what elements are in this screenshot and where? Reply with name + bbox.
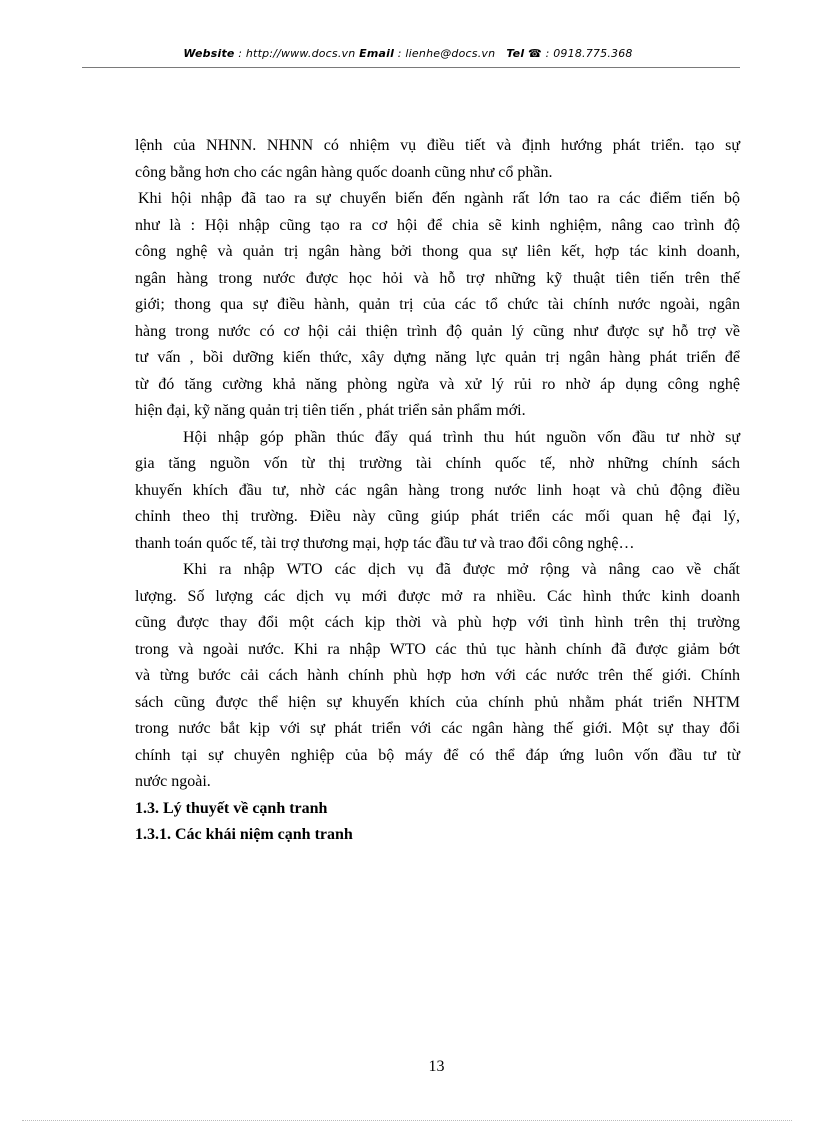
page-number: 13 — [428, 1058, 445, 1075]
text-line: nước ngoài. — [135, 773, 211, 790]
email-separator: : — [394, 47, 406, 60]
tel-label: Tel — [506, 47, 525, 60]
text-line: công bằng hơn cho các ngân hàng quốc doanh cũng như cổ phần. — [135, 163, 553, 181]
tel-number: 0918.775.368 — [553, 47, 633, 60]
tel-separator: : — [541, 47, 554, 60]
text-line: trong nước bắt kịp với sự phát triển với các ngân hàng thế giới. Một sự thay đổi — [135, 720, 740, 737]
text-line: thanh toán quốc tế, tài trợ thương mại, hợp tác đầu tư và trao đổi công nghệ… — [135, 534, 635, 552]
text-line: Khi hội nhập đã tao ra sự chuyển biến đến ngành rất lớn tao ra các điểm tiến bộ — [138, 190, 740, 207]
telephone-icon: ☎ — [528, 47, 542, 60]
text-line: Khi ra nhập WTO các dịch vụ đã được mở rộng và nâng cao về chất — [183, 561, 740, 578]
text-line: và từng bước cải cách hành chính phù hợp hơn với các nước trên thế giới. Chính — [135, 667, 740, 684]
section-heading: 1.3. Lý thuyết về cạnh tranh — [135, 799, 328, 817]
page-header — [0, 47, 816, 60]
text-line: Hội nhập góp phần thúc đẩy quá trình thu hút nguồn vốn đầu tư nhờ sự — [183, 428, 740, 446]
text-line: lệnh của NHNN. NHNN có nhiệm vụ điều tiết và định hướng phát triển. tạo sự — [135, 137, 740, 154]
text-line: ngân hàng trong nước được học hỏi và hỗ trợ những kỹ thuật tiên tiến trên thế — [135, 269, 740, 287]
website-separator: : — [234, 47, 246, 60]
website-url: http://www.docs.vn — [245, 47, 356, 60]
text-line: như là : Hội nhập cũng tạo ra cơ hội để chia sẽ kinh nghiệm, nâng cao trình độ — [135, 216, 740, 234]
text-line: công nghệ và quản trị ngân hàng bởi thong qua sự liên kết, hợp tác kinh doanh, — [135, 243, 740, 260]
text-line: lượng. Số lượng các dịch vụ mới được mở ra nhiều. Các hình thức kinh doanh — [135, 587, 740, 605]
document-body — [135, 133, 740, 849]
text-line: tư vấn , bồi dưỡng kiến thức, xây dựng năng lực quản trị ngân hàng phát triển để — [135, 349, 740, 366]
email-label: Email — [359, 47, 395, 60]
text-line: chính tại sự chuyên nghiệp của bộ máy để có thể đáp ứng luôn vốn đầu tư từ — [135, 746, 740, 764]
text-line: gia tăng nguồn vốn từ thị trường tài chính quốc tế, nhờ những chính sách — [135, 455, 740, 472]
text-line: khuyến khích đầu tư, nhờ các ngân hàng trong nước linh hoạt và chủ động điều — [135, 481, 740, 499]
text-line: cũng được thay đổi một cách kịp thời và phù hợp với tình hình trên thị trường — [135, 614, 740, 631]
text-line: từ đó tăng cường khả năng phòng ngừa và xử lý rủi ro nhờ áp dụng công nghệ — [135, 375, 740, 393]
text-line: hiện đại, kỹ năng quản trị tiên tiến , phát triển sản phẩm mới. — [135, 402, 526, 419]
text-line: chỉnh theo thị trường. Điều này cũng giúp phát triển các mối quan hệ đại lý, — [135, 508, 740, 525]
website-label: Website — [183, 47, 235, 60]
footer-dotted-rule — [22, 1120, 792, 1121]
email-address: lienhe@docs.vn — [405, 47, 496, 60]
header-divider — [82, 67, 740, 68]
text-line: hàng trong nước có cơ hội cải thiện trình độ quản lý cũng như được sự hỗ trợ về — [135, 322, 740, 340]
subsection-heading: 1.3.1. Các khái niệm cạnh tranh — [135, 826, 353, 843]
text-line: trong và ngoài nước. Khi ra nhập WTO các thủ tục hành chính đã được giảm bớt — [135, 640, 740, 658]
text-line: sách cũng được thể hiện sự khuyến khích của chính phủ nhằm phát triển NHTM — [135, 693, 740, 711]
text-line: giới; thong qua sự điều hành, quản trị của các tổ chức tài chính nước ngoài, ngân — [135, 296, 740, 313]
